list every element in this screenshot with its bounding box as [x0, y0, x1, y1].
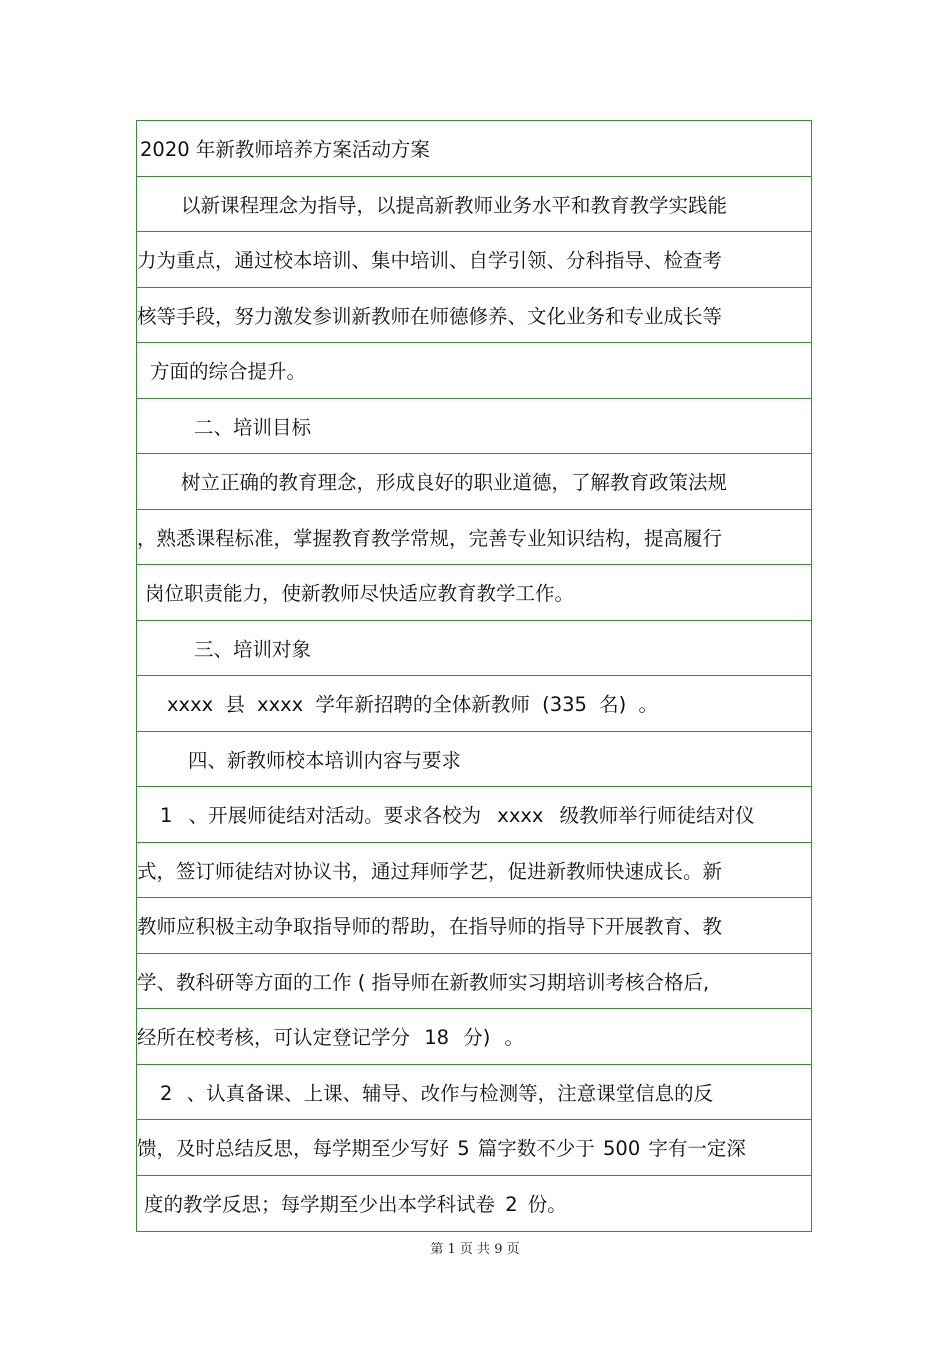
document-title: 2020 年新教师培养方案活动方案 — [140, 138, 430, 162]
text-row — [137, 676, 811, 732]
heading-row — [137, 621, 811, 677]
text-line: 树立正确的教育理念，形成良好的职业道德，了解教育政策法规 — [181, 471, 728, 495]
text-row — [137, 510, 811, 566]
text-row — [137, 954, 811, 1010]
text-row — [137, 898, 811, 954]
text-line: 教师应积极主动争取指导师的帮助，在指导师的指导下开展教育、教 — [137, 915, 723, 939]
text-line: xxxx 县 xxxx 学年新招聘的全体新教师 (335 名) 。 — [167, 693, 658, 717]
text-row — [137, 787, 811, 843]
text-row — [137, 232, 811, 288]
section-heading: 四、新教师校本培训内容与要求 — [188, 748, 462, 772]
text-line: 经所在校考核，可认定登记学分 18 分) 。 — [137, 1026, 525, 1050]
text-line: 馈，及时总结反思，每学期至少写好 5 篇字数不少于 500 字有一定深 — [137, 1137, 746, 1161]
text-row — [137, 1009, 811, 1065]
text-line: 岗位职责能力，使新教师尽快适应教育教学工作。 — [145, 582, 575, 606]
heading-row — [137, 399, 811, 455]
text-row — [137, 1120, 811, 1176]
text-line: 力为重点，通过校本培训、集中培训、自学引领、分科指导、检查考 — [137, 249, 723, 273]
text-row — [137, 565, 811, 621]
page-number: 第 1 页 共 9 页 — [430, 1242, 520, 1257]
text-line: 2 、认真备课、上课、辅导、改作与检测等，注意课堂信息的反 — [160, 1081, 714, 1105]
title-row — [137, 121, 811, 177]
section-heading: 三、培训对象 — [194, 637, 312, 661]
text-row — [137, 1176, 811, 1232]
text-line: 方面的综合提升。 — [150, 360, 307, 384]
text-line: 以新课程理念为指导，以提高新教师业务水平和教育教学实践能 — [181, 193, 728, 217]
text-row — [137, 177, 811, 233]
text-line: ，熟悉课程标准，掌握教育教学常规，完善专业知识结构，提高履行 — [137, 526, 723, 550]
heading-row — [137, 732, 811, 788]
text-row — [137, 343, 811, 399]
section-heading: 二、培训目标 — [194, 415, 312, 439]
text-line: 核等手段，努力激发参训新教师在师德修养、文化业务和专业成长等 — [137, 304, 723, 328]
text-row — [137, 843, 811, 899]
text-row — [137, 1065, 811, 1121]
document-table — [136, 120, 812, 1232]
text-row — [137, 454, 811, 510]
text-line: 式，签订师徒结对协议书，通过拜师学艺，促进新教师快速成长。新 — [137, 859, 723, 883]
text-row — [137, 288, 811, 344]
text-line: 1 、开展师徒结对活动。要求各校为 xxxx 级教师举行师徒结对仪 — [160, 804, 755, 828]
text-line: 学、教科研等方面的工作 ( 指导师在新教师实习期培训考核合格后, — [137, 970, 710, 994]
text-line: 度的教学反思；每学期至少出本学科试卷 2 份。 — [144, 1193, 567, 1217]
